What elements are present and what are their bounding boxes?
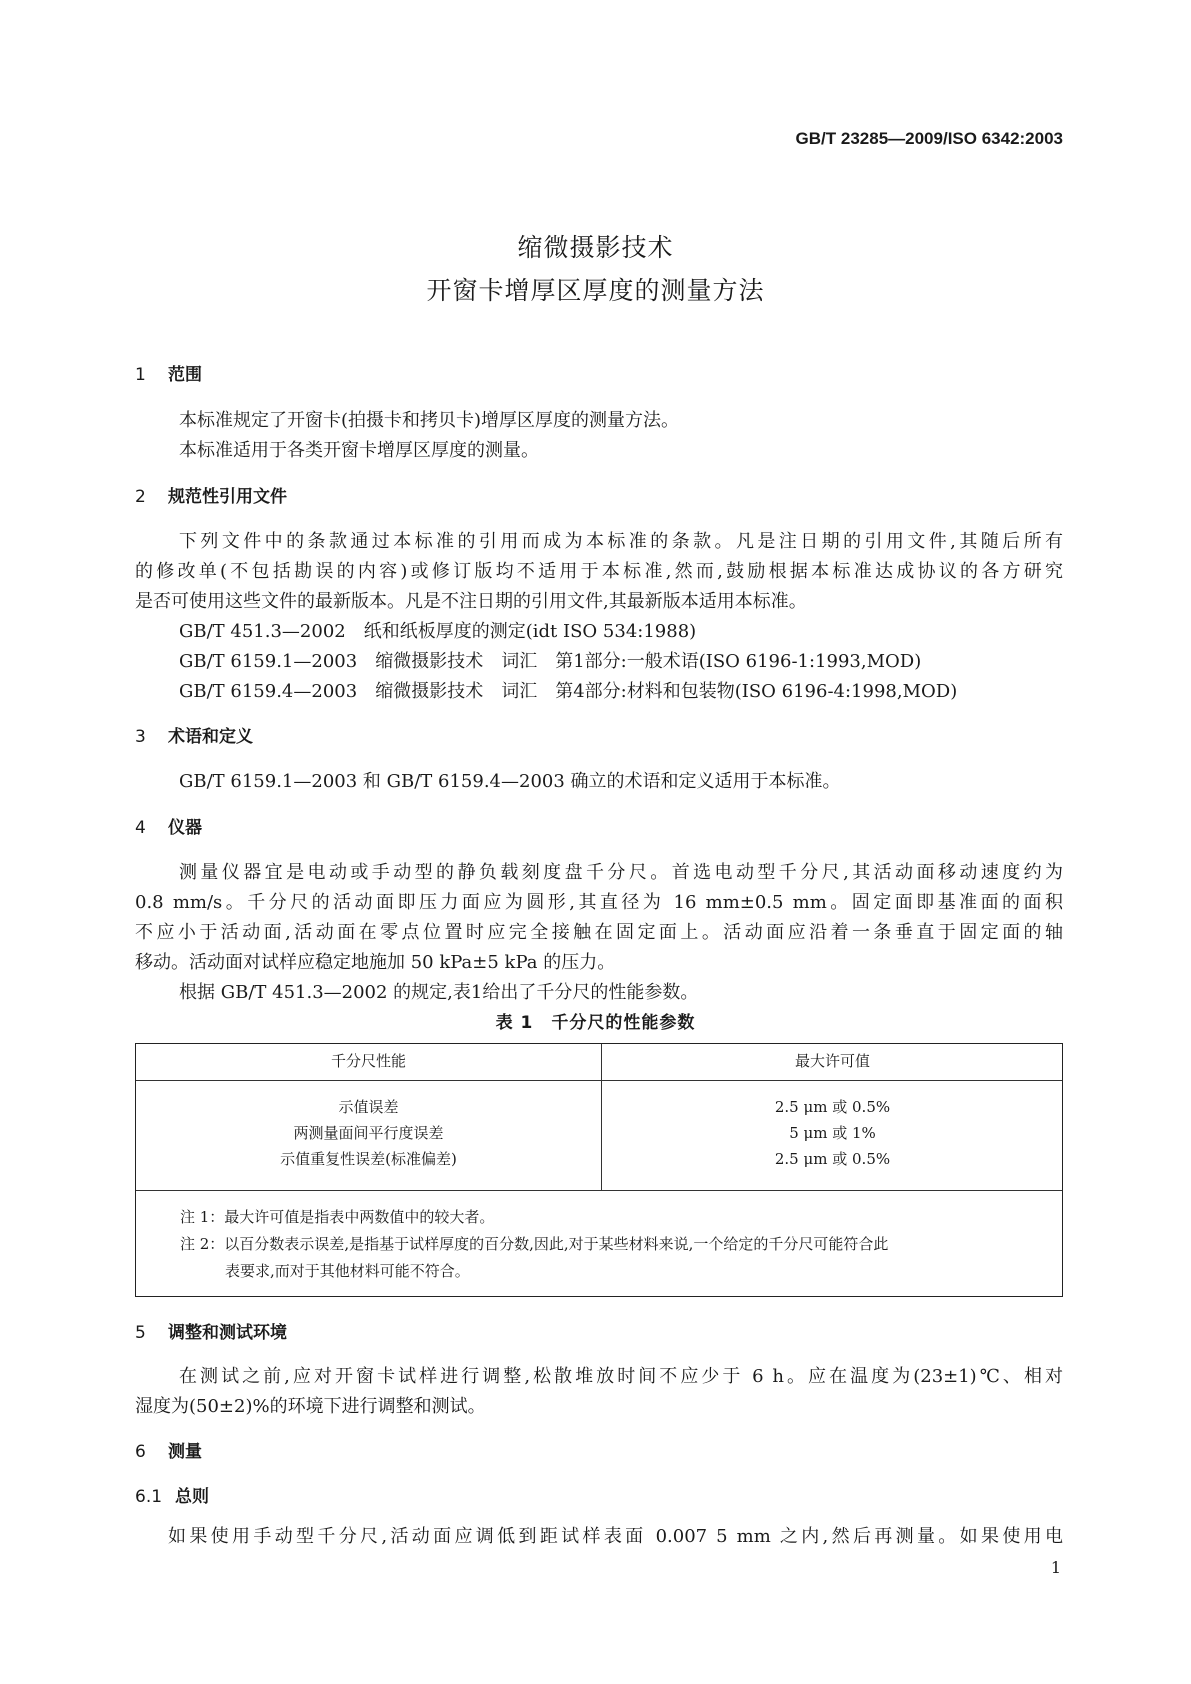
notes-divider: [136, 1190, 1062, 1191]
page-number: 1: [1050, 1558, 1061, 1577]
paragraph-line: 不应小于活动面,活动面在零点位置时应完全接触在固定面上。活动面应沿着一条垂直于固定面的轴: [135, 922, 1063, 943]
table-title: 表 1 千分尺的性能参数: [495, 1013, 696, 1033]
section-1-heading: 1 范围: [135, 365, 202, 385]
paragraph-line: 本标准规定了开窗卡(拍摄卡和拷贝卡)增厚区厚度的测量方法。: [179, 410, 680, 431]
table-note: 表要求,而对于其他材料可能不符合。: [225, 1262, 470, 1280]
paragraph-line: 在测试之前,应对开窗卡试样进行调整,松散堆放时间不应少于 6 h。应在温度为(23±1)℃、相对: [179, 1366, 1063, 1387]
section-5-heading: 5 调整和测试环境: [135, 1323, 287, 1343]
paragraph-line: 如果使用手动型千分尺,活动面应调低到距试样表面 0.007 5 mm 之内,然后再测量。如果使用电: [168, 1526, 1063, 1547]
section-2-heading: 2 规范性引用文件: [135, 487, 287, 507]
reference-item: GB/T 6159.1—2003 缩微摄影技术 词汇 第1部分:一般术语(ISO 6196-1:1993,MOD): [179, 651, 922, 672]
performance-table: [135, 1043, 1063, 1297]
paragraph-line: 的修改单(不包括勘误的内容)或修订版均不适用于本标准,然而,鼓励根据本标准达成协议的各方研究: [135, 561, 1063, 582]
paragraph-line: 根据 GB/T 451.3—2002 的规定,表1给出了千分尺的性能参数。: [179, 982, 699, 1003]
standard-number-header: GB/T 23285—2009/ISO 6342:2003: [795, 129, 1063, 148]
column-header: 最大许可值: [794, 1052, 870, 1070]
section-6-heading: 6 测量: [135, 1442, 202, 1462]
section-6-1-heading: 6.1 总则: [135, 1487, 209, 1507]
paragraph-line: 0.8 mm/s。千分尺的活动面即压力面应为圆形,其直径为 16 mm±0.5 mm。固定面即基准面的面积: [135, 892, 1063, 913]
table-note: 注 1：最大许可值是指表中两数值中的较大者。: [180, 1208, 495, 1226]
paragraph-line: 湿度为(50±2)%的环境下进行调整和测试。: [135, 1396, 486, 1417]
section-3-heading: 3 术语和定义: [135, 727, 253, 747]
document-title-line-1: 缩微摄影技术: [517, 233, 674, 262]
section-4-heading: 4 仪器: [135, 818, 202, 838]
table-note: 注 2：以百分数表示误差,是指基于试样厚度的百分数,因此,对于某些材料来说,一个给定的千分尺可能符合此: [180, 1235, 889, 1253]
paragraph-line: 测量仪器宜是电动或手动型的静负载刻度盘千分尺。首选电动型千分尺,其活动面移动速度约为: [179, 862, 1063, 883]
table-cell: 2.5 μm 或 0.5%: [774, 1150, 891, 1168]
paragraph-line: 是否可使用这些文件的最新版本。凡是不注日期的引用文件,其最新版本适用本标准。: [135, 591, 807, 612]
paragraph-line: GB/T 6159.1—2003 和 GB/T 6159.4—2003 确立的术语和定义适用于本标准。: [179, 771, 841, 792]
paragraph-line: 下列文件中的条款通过本标准的引用而成为本标准的条款。凡是注日期的引用文件,其随后所有: [179, 531, 1063, 552]
paragraph-line: 本标准适用于各类开窗卡增厚区厚度的测量。: [179, 440, 539, 461]
table-cell: 示值误差: [338, 1098, 399, 1116]
document-title-line-2: 开窗卡增厚区厚度的测量方法: [426, 276, 765, 305]
column-header: 千分尺性能: [330, 1052, 406, 1070]
table-cell: 两测量面间平行度误差: [293, 1124, 444, 1142]
table-cell: 5 μm 或 1%: [789, 1124, 876, 1142]
table-cell: 示值重复性误差(标准偏差): [280, 1150, 457, 1168]
header-divider: [136, 1080, 1062, 1081]
reference-item: GB/T 451.3—2002 纸和纸板厚度的测定(idt ISO 534:1988): [179, 621, 697, 642]
paragraph-line: 移动。活动面对试样应稳定地施加 50 kPa±5 kPa 的压力。: [135, 952, 616, 973]
reference-item: GB/T 6159.4—2003 缩微摄影技术 词汇 第4部分:材料和包装物(ISO 6196-4:1998,MOD): [179, 681, 958, 702]
table-cell: 2.5 μm 或 0.5%: [774, 1098, 891, 1116]
